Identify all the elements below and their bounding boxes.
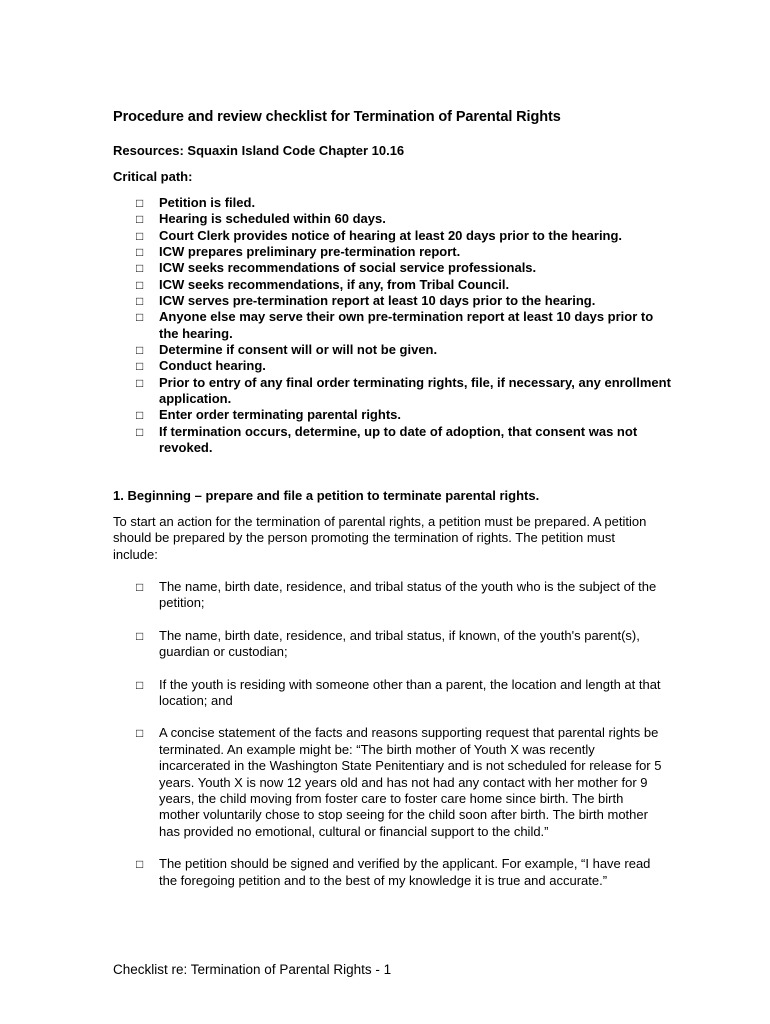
checkbox-icon: □	[136, 375, 144, 390]
checklist-item	[136, 211, 676, 227]
list-item	[136, 628, 663, 661]
checklist-item	[136, 309, 676, 342]
list-item	[136, 725, 663, 840]
checklist-item-text: ICW seeks recommendations, if any, from Tribal Council.	[159, 276, 510, 292]
checkbox-icon: □	[136, 857, 144, 872]
checklist-item	[136, 195, 676, 211]
checklist-item	[136, 407, 676, 423]
checklist-item-text: Hearing is scheduled within 60 days.	[159, 211, 386, 227]
checklist-item	[136, 342, 676, 358]
resources-line: Resources: Squaxin Island Code Chapter 10.16	[113, 143, 405, 158]
checkbox-icon: □	[136, 359, 144, 374]
list-item	[136, 579, 663, 612]
checklist-item-text: ICW prepares preliminary pre-termination report.	[159, 244, 461, 260]
checkbox-icon: □	[136, 677, 144, 692]
checklist-item	[136, 228, 676, 244]
checklist-item-text: ICW serves pre-termination report at least 10 days prior to the hearing.	[159, 293, 596, 309]
checklist-item-text: Determine if consent will or will not be given.	[159, 342, 438, 358]
checklist-item-text: ICW seeks recommendations of social service professionals.	[159, 260, 537, 276]
critical-path-label: Critical path:	[113, 169, 193, 184]
list-item-text: The petition should be signed and verified by the applicant. For example, “I have read the foregoing petition and to the best of my knowledge it is true and accurate.”	[159, 856, 651, 888]
checkbox-icon: □	[136, 294, 144, 309]
checklist-item	[136, 293, 676, 309]
document-title: Procedure and review checklist for Termination of Parental Rights	[113, 109, 561, 125]
checklist-item	[136, 358, 676, 374]
checkbox-icon: □	[136, 726, 144, 741]
checkbox-icon: □	[136, 580, 144, 594]
checkbox-icon: □	[136, 310, 144, 325]
checkbox-icon: □	[136, 628, 144, 643]
checklist-item-text: Petition is filed.	[159, 195, 256, 210]
list-item-text: The name, birth date, residence, and tribal status of the youth who is the subject of the petition;	[159, 579, 657, 611]
list-item	[136, 677, 663, 710]
list-item	[136, 856, 663, 889]
checklist-item-text: Prior to entry of any final order terminating rights, file, if necessary, any enrollment application.	[159, 374, 671, 407]
checklist-item	[136, 424, 676, 457]
checkbox-icon: □	[136, 408, 144, 423]
checkbox-icon: □	[136, 424, 144, 439]
checklist-item	[136, 244, 676, 260]
checkbox-icon: □	[136, 245, 144, 260]
checkbox-icon: □	[136, 343, 144, 358]
checklist-item-text: Court Clerk provides notice of hearing at least 20 days prior to the hearing.	[159, 227, 623, 243]
page-footer: Checklist re: Termination of Parental Rights - 1	[113, 962, 392, 977]
checklist-item	[136, 375, 676, 408]
list-item-text: A concise statement of the facts and reasons supporting request that parental rights be terminated. An example might be: “The birth mother of Youth X was recently incarcerated in the Washington State Penitentiary and is not scheduled for release for 5 years. Youth X is now 12 years old and has not had any contact with her mother for 9 years, the child moving from foster care to foster care home since birth. The birth mother voluntarily chose to stop seeing for the child soon after birth. The birth mother has provided no emotional, cultural or financial support to the child.”	[159, 725, 662, 839]
section-1-intro: To start an action for the termination of parental rights, a petition must be prepared. A petition should be prepared by the person promoting the termination of rights. The petition must include:	[113, 514, 647, 562]
checklist-item-text: Enter order terminating parental rights.	[159, 407, 401, 423]
petition-requirements-list	[136, 579, 663, 905]
list-item-text: The name, birth date, residence, and tribal status, if known, of the youth's parent(s), guardian or custodian;	[159, 627, 640, 660]
critical-path-checklist	[136, 195, 676, 457]
checklist-item-text: Conduct hearing.	[159, 358, 266, 374]
checkbox-icon: □	[136, 196, 144, 210]
list-item-text: If the youth is residing with someone other than a parent, the location and length at that location; and	[159, 676, 661, 709]
checkbox-icon: □	[136, 212, 144, 227]
checkbox-icon: □	[136, 228, 144, 243]
checkbox-icon: □	[136, 277, 144, 292]
checklist-item	[136, 277, 676, 293]
section-1-heading: 1. Beginning – prepare and file a petition to terminate parental rights.	[113, 488, 540, 503]
checkbox-icon: □	[136, 261, 144, 276]
checklist-item-text: If termination occurs, determine, up to date of adoption, that consent was not revoked.	[159, 423, 638, 456]
checklist-item-text: Anyone else may serve their own pre-termination report at least 10 days prior to the hearing.	[159, 309, 654, 341]
checklist-item	[136, 260, 676, 276]
